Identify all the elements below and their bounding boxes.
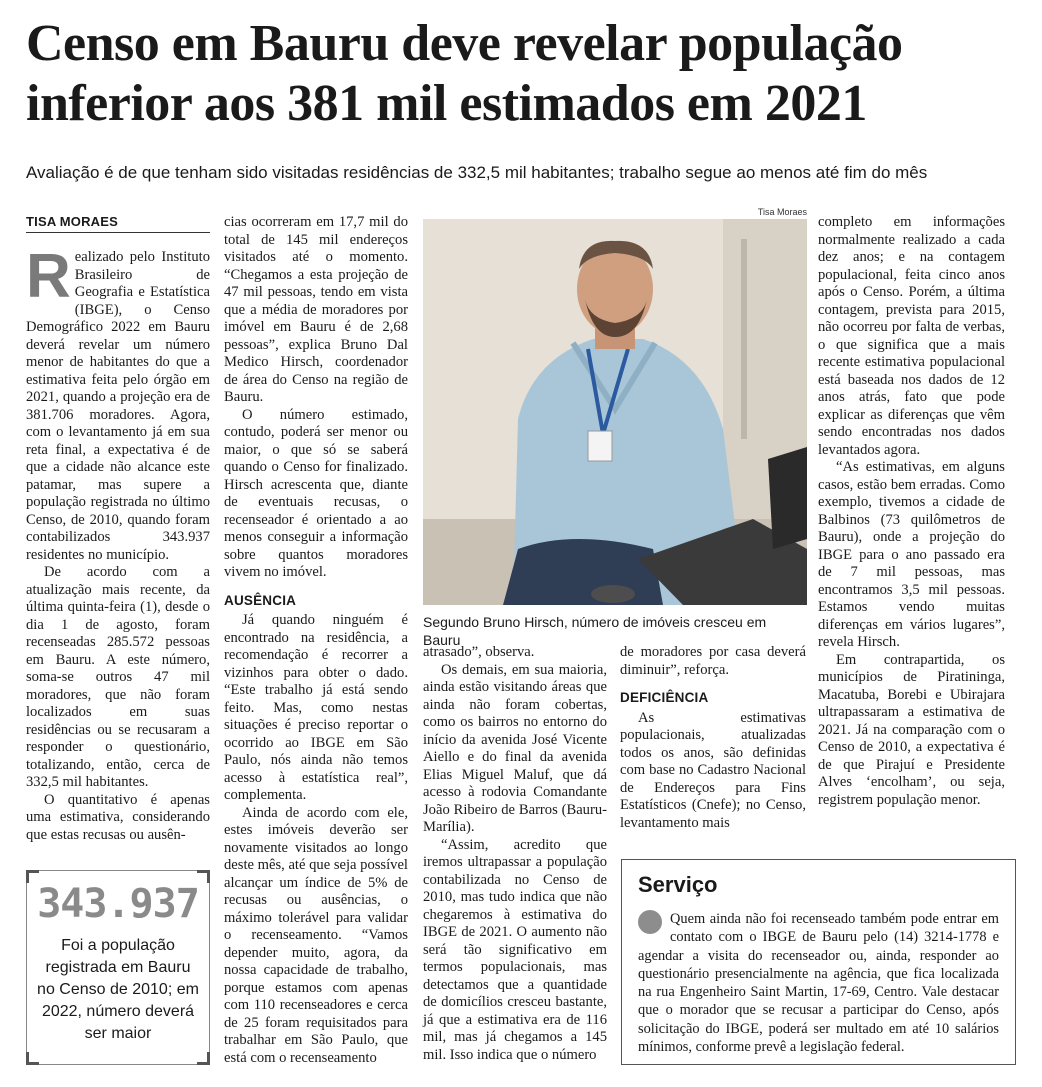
article-column-4: [620, 644, 806, 832]
service-text-block: [638, 910, 999, 1056]
paragraph: O número estimado, contudo, poderá ser menor ou maior, o que só se saberá quando o Censo for finalizado. Hirsch acrescenta que, diante de eventuais recusas, o recenseador é orientado a ao menos conseguir a informação sobre quantos moradores vivem no imóvel.: [224, 406, 408, 580]
headline-line-1: Censo em Bauru deve revelar população: [26, 15, 903, 72]
article-column-5: [818, 214, 1005, 809]
headline: [26, 14, 1016, 134]
article-column-2: [224, 214, 408, 1067]
paragraph: “As estimativas, em alguns casos, estão bem erradas. Como exemplo, tivemos a cidade de Balbinos (73 quilômetros de Bauru), onde a projeção do IBGE para o ano passado era de 7 mil pessoas, mas encontramos 3,5 mil pessoas. Estamos vendo muitas diferenças em vários lugares”, revela Hirsch.: [818, 459, 1005, 650]
corner-mark: [197, 1052, 210, 1065]
stat-box: [26, 870, 210, 1065]
photo-credit: Tisa Moraes: [757, 207, 807, 217]
paragraph-text: ealizado pelo Instituto Brasileiro de Geografia e Estatística (IBGE), o Censo Demográfico 2022 em Bauru deverá revelar um número menor de habitantes do que a estimativa feita pelo órgão em 2021, quando a projeção era de 381.706 moradores. Agora, com o levantamento já em sua reta final, a expectativa é de que a cidade não alcance este patamar, mas supere a população registrada no último Censo, de 2010, quando foram contabilizados 343.937 residentes no município.: [26, 249, 210, 563]
drop-cap: R: [26, 242, 71, 311]
photo-man-at-laptop: [423, 219, 807, 605]
paragraph: completo em informações normalmente realizado a cada dez anos; e na contagem populacional, feita cinco anos após o Censo. Porém, a última contagem, prevista para 2015, não ocorreu por falta de verbas, o que significa que a mais recente estimativa populacional está baseada nos dados de 12 anos atrás, fato que pode explicar as diferenças que vêm sendo encontradas nos dados levantados agora.: [818, 214, 1005, 458]
service-box: [621, 859, 1016, 1065]
paragraph: As estimativas populacionais, atualizadas todos os anos, são definidas com base no Cadastro Nacional de Endereços para Fins Estatísticos (Cnefe); no Censo, levantamento mais: [620, 709, 806, 831]
photo-block: [423, 207, 807, 649]
stat-description: Foi a população registrada em Bauru no Censo de 2010; em 2022, número deverá ser maior: [37, 937, 199, 1042]
photo-caption: Segundo Bruno Hirsch, número de imóveis cresceu em Bauru: [423, 614, 767, 648]
headline-line-2: inferior aos 381 mil estimados em 2021: [26, 75, 867, 132]
article-column-3: [423, 644, 607, 1064]
service-text: Quem ainda não foi recenseado também pode entrar em contato com o IBGE de Bauru pelo (14) 3214-1778 e agendar a visita do recenseador ou, ainda, responder ao questionário presencialmente na agência, que fica localizada na rua Engenheiro Saint Martin, 17-69, Centro. Vale destacar que o morador que se recusar a participar do Censo, após solicitação do IBGE, poderá ser multado em até 10 salários mínimos, conforme prevê a legislação federal.: [638, 911, 999, 1056]
subheadline: Avaliação é de que tenham sido visitadas residências de 332,5 mil habitantes; trabalho segue ao menos até fim do mês: [26, 163, 928, 182]
paragraph: De acordo com a atualização mais recente, da última quinta-feira (1), desde o dia 1 de agosto, foram recenseadas 285.572 pessoas em Bauru. A este número, soma-se outros 47 mil moradores, que não foram localizados em suas residências ou se recusaram a responder o questionário, totalizando, então, cerca de 332,5 mil habitantes.: [26, 564, 210, 790]
section-subtitle: DEFICIÊNCIA: [620, 690, 709, 705]
paragraph: Já quando ninguém é encontrado na residência, a recomendação é recorrer a vizinhos para obter o dado. “Este trabalho já está sendo feito. Mas, como nestas situações é preciso reportar o ocorrido ao IBGE em São Paulo, nós ainda não temos acesso à estatística real”, complementa.: [224, 612, 408, 803]
paragraph: [26, 242, 210, 564]
paragraph: O quantitativo é apenas uma estimativa, considerando que estas recusas ou ausên-: [26, 791, 210, 843]
paragraph: Os demais, em sua maioria, ainda estão visitando áreas que ainda não foram cobertas, como os bairros no entorno do início da avenida José Vicente Aiello e do final da avenida Elias Miguel Maluf, que dá acesso à rodovia Comandante João Ribeiro de Barros (Bauru-Marília).: [423, 661, 607, 835]
paragraph: atrasado”, observa.: [423, 644, 535, 660]
article-column-1: [26, 214, 210, 844]
paragraph: Em contrapartida, os municípios de Piratininga, Macatuba, Borebi e Ubirajara ultrapassaram a estimativa de 2021. Já na comparação com o Censo de 2010, a expectativa é de que Pirajuí e Presidente Alves ‘encolham’, ou seja, registrem população menor.: [818, 651, 1005, 808]
paragraph: Ainda de acordo com ele, estes imóveis deverão ser novamente visitados ao longo deste mês, até que seja possível alcançar um índice de 5% de recusas ou ausências, o máximo tolerável para validar o recenseamento. “Vamos depender muito, agora, da nossa capacidade de trabalho, porque estamos com apenas com 110 recenseadores e cerca de 25 foram requisitados para trabalhar em São Paulo, que está com o recenseamento: [224, 804, 408, 1066]
corner-mark: [197, 870, 210, 883]
photo-illustration: [423, 219, 807, 605]
byline: TISA MORAES: [26, 214, 210, 233]
service-title: Serviço: [638, 872, 718, 897]
paragraph: “Assim, acredito que iremos ultrapassar a população contabilizada no Censo de 2010, mas tudo indica que não chegaremos à estimativa do IBGE de 2021. O aumento não será tão significativo em termos populacionais, mas detectamos que a quantidade de domicílios cresceu bastante, já que a estimativa era de 116 mil, mas já chegamos a 145 mil. Isso indica que o número: [423, 836, 607, 1063]
section-subtitle: AUSÊNCIA: [224, 592, 297, 608]
stat-number: 343.937: [37, 881, 199, 927]
paragraph: cias ocorreram em 17,7 mil do total de 145 mil endereços visitados até o momento. “Chegamos a esta projeção de 47 mil pessoas, tendo em vista que a média de moradores por imóvel em Bauru é de 2,68 pessoas”, explica Bruno Dal Medico Hirsch, coordenador de área do Censo na região de Bauru.: [224, 214, 408, 405]
bullet-dot-icon: [638, 910, 662, 934]
corner-mark: [26, 870, 39, 883]
paragraph: de moradores por casa deverá diminuir”, reforça.: [620, 644, 806, 678]
corner-mark: [26, 1052, 39, 1065]
